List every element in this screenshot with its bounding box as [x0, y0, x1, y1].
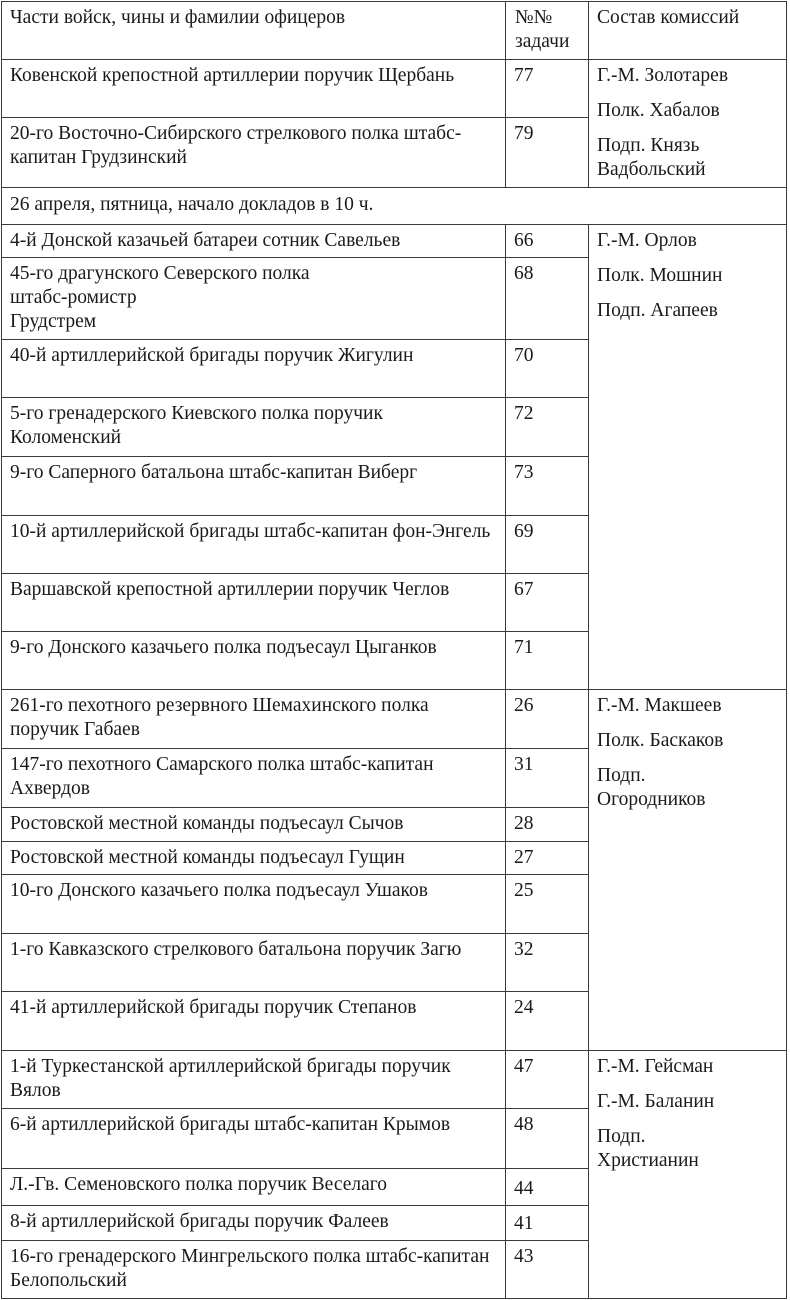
task-number-cell: 66	[506, 225, 589, 258]
unit-cell: Варшавской крепостной артиллерии поручик Чеглов	[2, 574, 506, 632]
commission-member: Подп. Огородников	[597, 765, 706, 810]
task-number-cell: 44	[506, 1169, 589, 1206]
unit-text-line: 45-го драгунского Северского полка	[10, 263, 310, 284]
unit-cell: 20-го Восточно-Сибирского стрелкового полка штабс-капитан Грудзинский	[2, 118, 506, 188]
unit-cell: 261-го пехотного резервного Шемахинского полка поручик Габаев	[2, 690, 506, 749]
commission-member: Подп. Христианин	[597, 1126, 699, 1171]
task-number-cell: 69	[506, 516, 589, 574]
commission-cell	[589, 60, 787, 188]
unit-cell: 41-й артиллерийской бригады поручик Степанов	[2, 992, 506, 1051]
task-number-cell: 67	[506, 574, 589, 632]
commission-member: Г.-М. Золотарев	[597, 65, 729, 86]
unit-cell: Л.-Гв. Семеновского полка поручик Веселаго	[2, 1169, 506, 1206]
task-number-cell: 48	[506, 1109, 589, 1169]
unit-cell: 40-й артиллерийской бригады поручик Жигулин	[2, 340, 506, 398]
unit-cell: 5-го гренадерского Киевского полка поручик Коломенский	[2, 398, 506, 457]
unit-cell: Ковенской крепостной артиллерии поручик Щербань	[2, 60, 506, 118]
header-task-number-label: №№ задачи	[515, 7, 570, 52]
unit-cell: 147-го пехотного Самарского полка штабс-капитан Ахвердов	[2, 749, 506, 808]
table-row	[2, 1051, 787, 1109]
task-number-cell: 41	[506, 1206, 589, 1241]
task-number-cell: 73	[506, 457, 589, 516]
task-number-cell: 72	[506, 398, 589, 457]
unit-text-line: Грудстрем	[10, 311, 97, 332]
task-number-cell: 43	[506, 1241, 589, 1299]
commission-member: Полк. Мошнин	[597, 265, 723, 286]
table-row	[2, 60, 787, 118]
task-number-cell: 25	[506, 875, 589, 934]
task-number-cell: 79	[506, 118, 589, 188]
task-number-cell: 77	[506, 60, 589, 118]
commission-cell	[589, 690, 787, 1051]
commission-member: Г.-М. Орлов	[597, 230, 697, 251]
header-row	[2, 2, 787, 60]
table-row	[2, 690, 787, 749]
task-number-cell: 24	[506, 992, 589, 1051]
unit-cell: Ростовской местной команды подъесаул Гущин	[2, 842, 506, 875]
date-section-label: 26 апреля, пятница, начало докладов в 10 ч.	[2, 188, 787, 225]
unit-cell: 4-й Донской казачьей батареи сотник Савельев	[2, 225, 506, 258]
commission-schedule-table	[1, 1, 787, 1299]
commission-member: Г.-М. Макшеев	[597, 695, 722, 716]
unit-cell: 16-го гренадерского Мингрельского полка штабс-капитан Белопольский	[2, 1241, 506, 1299]
unit-cell: 10-го Донского казачьего полка подъесаул Ушаков	[2, 875, 506, 934]
task-number-cell: 47	[506, 1051, 589, 1109]
task-number-cell: 31	[506, 749, 589, 808]
unit-cell: 10-й артиллерийской бригады штабс-капитан фон-Энгель	[2, 516, 506, 574]
unit-cell: 9-го Саперного батальона штабс-капитан Виберг	[2, 457, 506, 516]
task-number-cell: 28	[506, 808, 589, 842]
commission-member: Г.-М. Баланин	[597, 1091, 715, 1112]
unit-cell: 1-го Кавказского стрелкового батальона поручик Загю	[2, 934, 506, 992]
commission-member: Г.-М. Гейсман	[597, 1056, 714, 1077]
unit-text-line: штабс-ромистр	[10, 287, 137, 308]
unit-cell: 9-го Донского казачьего полка подъесаул Цыганков	[2, 632, 506, 690]
header-commission: Состав комиссий	[589, 2, 787, 60]
task-number-cell: 70	[506, 340, 589, 398]
commission-cell	[589, 1051, 787, 1299]
unit-cell	[2, 258, 506, 340]
date-section-row	[2, 188, 787, 225]
commission-member: Полк. Баскаков	[597, 730, 724, 751]
commission-member: Подп. Агапеев	[597, 300, 718, 321]
unit-cell: 8-й артиллерийской бригады поручик Фалеев	[2, 1206, 506, 1241]
task-number-cell: 68	[506, 258, 589, 340]
task-number-cell: 32	[506, 934, 589, 992]
commission-member: Полк. Хабалов	[597, 100, 720, 121]
commission-cell	[589, 225, 787, 690]
table-row	[2, 225, 787, 258]
task-number-cell: 27	[506, 842, 589, 875]
unit-cell: 1-й Туркестанской артиллерийской бригады поручик Вялов	[2, 1051, 506, 1109]
task-number-cell: 26	[506, 690, 589, 749]
header-task-number	[506, 2, 589, 60]
task-number-cell: 71	[506, 632, 589, 690]
header-units: Части войск, чины и фамилии офицеров	[2, 2, 506, 60]
unit-cell: 6-й артиллерийской бригады штабс-капитан Крымов	[2, 1109, 506, 1169]
unit-cell: Ростовской местной команды подъесаул Сычов	[2, 808, 506, 842]
commission-member: Подп. Князь Вадбольский	[597, 135, 706, 180]
